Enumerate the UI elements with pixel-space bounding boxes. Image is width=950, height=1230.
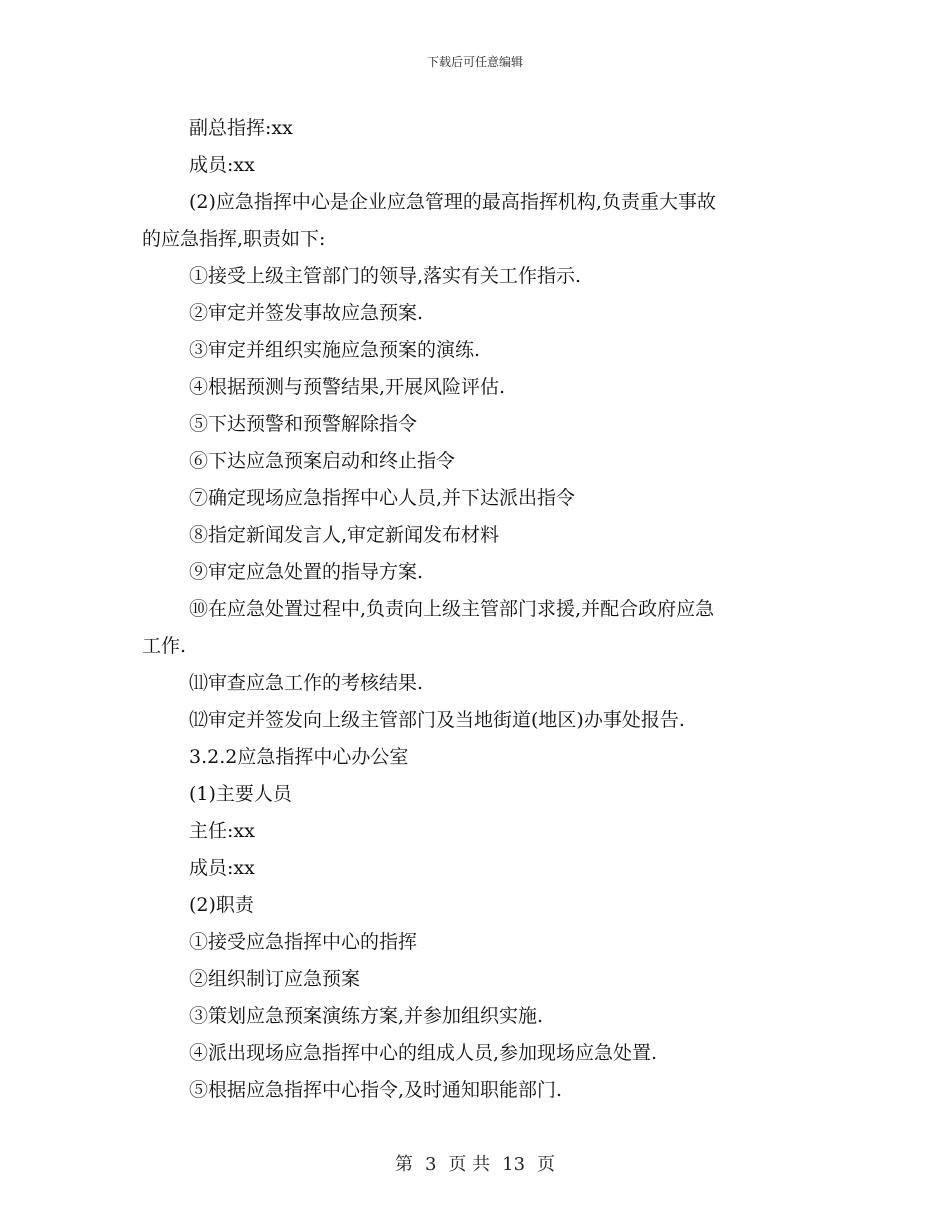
paragraph-line: (2)职责 — [189, 894, 254, 916]
paragraph-line: (1)主要人员 — [189, 783, 292, 805]
page-footer — [0, 1153, 950, 1177]
paragraph-line: ⑥下达应急预案启动和终止指令 — [189, 450, 456, 472]
paragraph-line: ⑿审定并签发向上级主管部门及当地街道(地区)办事处报告. — [189, 709, 685, 731]
current-page-number: 3 — [424, 1154, 437, 1175]
paragraph-line: ③审定并组织实施应急预案的演练. — [189, 339, 481, 361]
paragraph-line: 工作. — [142, 635, 187, 657]
page-header: 下载后可任意编辑 — [426, 55, 523, 69]
paragraph-line: 成员:xx — [189, 857, 255, 879]
section-heading: 3.2.2应急指挥中心办公室 — [189, 746, 409, 768]
paragraph-line: ⑨审定应急处置的指导方案. — [189, 561, 424, 583]
paragraph-line: 主任:xx — [189, 820, 255, 842]
paragraph-line: 成员:xx — [189, 154, 255, 176]
footer-suffix: 页 — [537, 1154, 556, 1175]
paragraph-line: ④根据预测与预警结果,开展风险评估. — [189, 376, 506, 398]
paragraph-line: ①接受上级主管部门的领导,落实有关工作指示. — [189, 265, 582, 287]
paragraph-line: ⑤根据应急指挥中心指令,及时通知职能部门. — [189, 1079, 563, 1101]
paragraph-line: ②审定并签发事故应急预案. — [189, 302, 424, 324]
paragraph-line: ⑧指定新闻发言人,审定新闻发布材料 — [189, 524, 500, 546]
paragraph-line: ⑩在应急处置过程中,负责向上级主管部门求援,并配合政府应急 — [189, 598, 715, 620]
paragraph-line: 的应急指挥,职责如下: — [142, 228, 326, 250]
paragraph-line: ⑤下达预警和预警解除指令 — [189, 413, 418, 435]
paragraph-line: 副总指挥:xx — [189, 117, 293, 139]
paragraph-line: ①接受应急指挥中心的指挥 — [189, 931, 418, 953]
total-page-count: 13 — [502, 1154, 526, 1175]
footer-prefix: 第 — [394, 1154, 413, 1175]
paragraph-line: ④派出现场应急指挥中心的组成人员,参加现场应急处置. — [189, 1042, 658, 1064]
footer-middle: 页 共 — [448, 1154, 491, 1175]
paragraph-line: ②组织制订应急预案 — [189, 968, 361, 990]
paragraph-line: ③策划应急预案演练方案,并参加组织实施. — [189, 1005, 544, 1027]
paragraph-line: (2)应急指挥中心是企业应急管理的最高指挥机构,负责重大事故 — [189, 191, 716, 213]
paragraph-line: ⑦确定现场应急指挥中心人员,并下达派出指令 — [189, 487, 576, 509]
paragraph-line: ⑾审查应急工作的考核结果. — [189, 672, 424, 694]
